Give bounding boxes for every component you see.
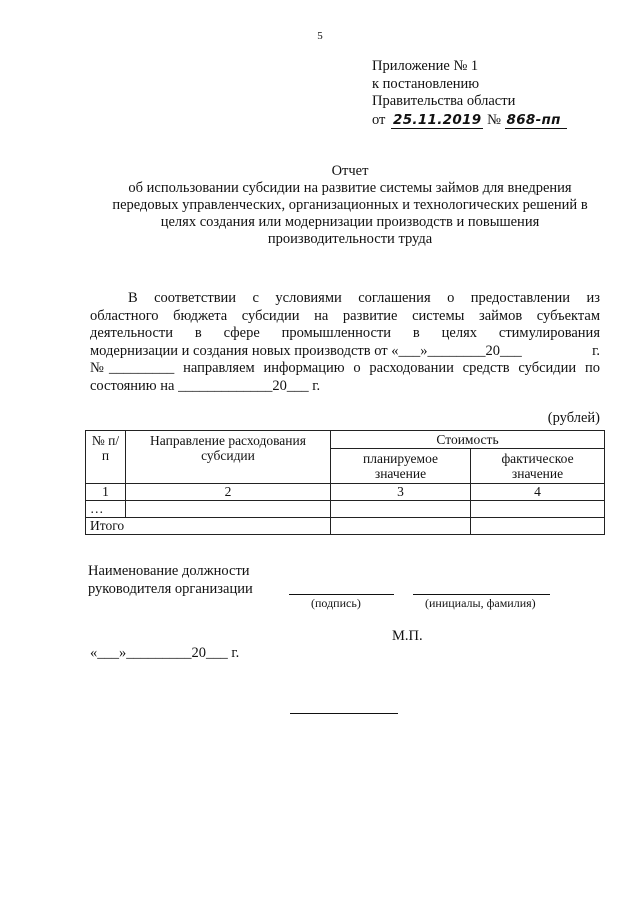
total-cell: Итого <box>86 518 126 535</box>
appendix-line-3: Правительства области <box>372 93 516 109</box>
word: целях <box>441 325 478 341</box>
appendix-date-line <box>372 112 567 130</box>
word: соглашения <box>358 290 431 306</box>
word: о <box>447 290 455 306</box>
word: деятельности <box>90 325 174 341</box>
signatory-label-line-2: руководителя организации <box>88 581 253 597</box>
header-cost: Стоимость <box>331 431 605 449</box>
word: в <box>412 325 420 341</box>
word: сфере <box>223 325 260 341</box>
word: в <box>194 325 202 341</box>
appendix-line-2: к постановлению <box>372 75 480 92</box>
header-actual: фактическое значение <box>471 449 605 484</box>
title-line-1: Отчет <box>331 163 369 179</box>
word: В <box>128 290 138 306</box>
from-label: от <box>372 111 386 128</box>
date-line: «___»_________20___ г. <box>90 645 240 661</box>
title-line-5: производительности труда <box>267 231 433 247</box>
empty-cell <box>126 518 331 535</box>
document-title <box>90 163 610 248</box>
col-number-3: 3 <box>331 484 471 501</box>
word: условиями <box>275 290 342 306</box>
body-line-1 <box>90 290 600 308</box>
word: промышленности <box>281 325 392 341</box>
name-line <box>413 594 550 595</box>
end-divider <box>290 713 398 714</box>
title-line-2: об использовании субсидии на развитие системы займов для внедрения <box>128 180 572 196</box>
empty-cell <box>126 501 331 518</box>
col-number-1: 1 <box>86 484 126 501</box>
ellipsis-cell: … <box>86 501 126 518</box>
body-line-4 <box>90 343 600 361</box>
signatory-label <box>88 562 253 598</box>
col-number-2: 2 <box>126 484 331 501</box>
body-line-2: областного бюджета субсидии на развитие системы займов субъектам <box>90 307 600 324</box>
title-line-4: целях создания или модернизации производств и повышения <box>160 214 540 230</box>
signature-line <box>289 594 394 595</box>
expense-table <box>85 430 605 535</box>
word: соответствии <box>154 290 237 306</box>
handwritten-date: 25.11.2019 <box>393 111 482 128</box>
text-segment: модернизации и создания новых производств от «___»________20___ <box>90 342 522 359</box>
body-line-5: №_________ направляем информацию о расходовании средств субсидии по <box>90 360 600 376</box>
empty-cell <box>471 501 605 518</box>
word: из <box>586 290 600 306</box>
signature-caption: (подпись) <box>311 596 361 610</box>
appendix-line-1: Приложение № 1 <box>372 58 479 74</box>
units-label: (рублей) <box>547 410 600 426</box>
number-label: № <box>487 111 501 128</box>
empty-cell <box>331 501 471 518</box>
header-direction: Направление расходования субсидии <box>126 431 331 484</box>
word: стимулирования <box>498 325 600 341</box>
body-line-6: состоянию на _____________20___ г. <box>90 377 321 394</box>
name-caption: (инициалы, фамилия) <box>425 596 536 610</box>
handwritten-number: 868-пп <box>505 113 567 129</box>
col-number-4: 4 <box>471 484 605 501</box>
word: предоставлении <box>470 290 570 306</box>
word: с <box>252 290 259 306</box>
page-number: 5 <box>317 30 323 42</box>
appendix-header <box>372 58 567 129</box>
header-number: № п/п <box>86 431 126 484</box>
body-paragraph <box>90 290 600 395</box>
stamp-place: М.П. <box>392 628 423 644</box>
empty-cell <box>331 518 471 535</box>
text-segment: г. <box>592 342 600 359</box>
body-line-3 <box>90 325 600 343</box>
signatory-label-line-1: Наименование должности <box>88 563 250 579</box>
header-planned: планируемое значение <box>331 449 471 484</box>
empty-cell <box>471 518 605 535</box>
title-line-3: передовых управленческих, организационных и технологических решений в <box>112 197 588 213</box>
